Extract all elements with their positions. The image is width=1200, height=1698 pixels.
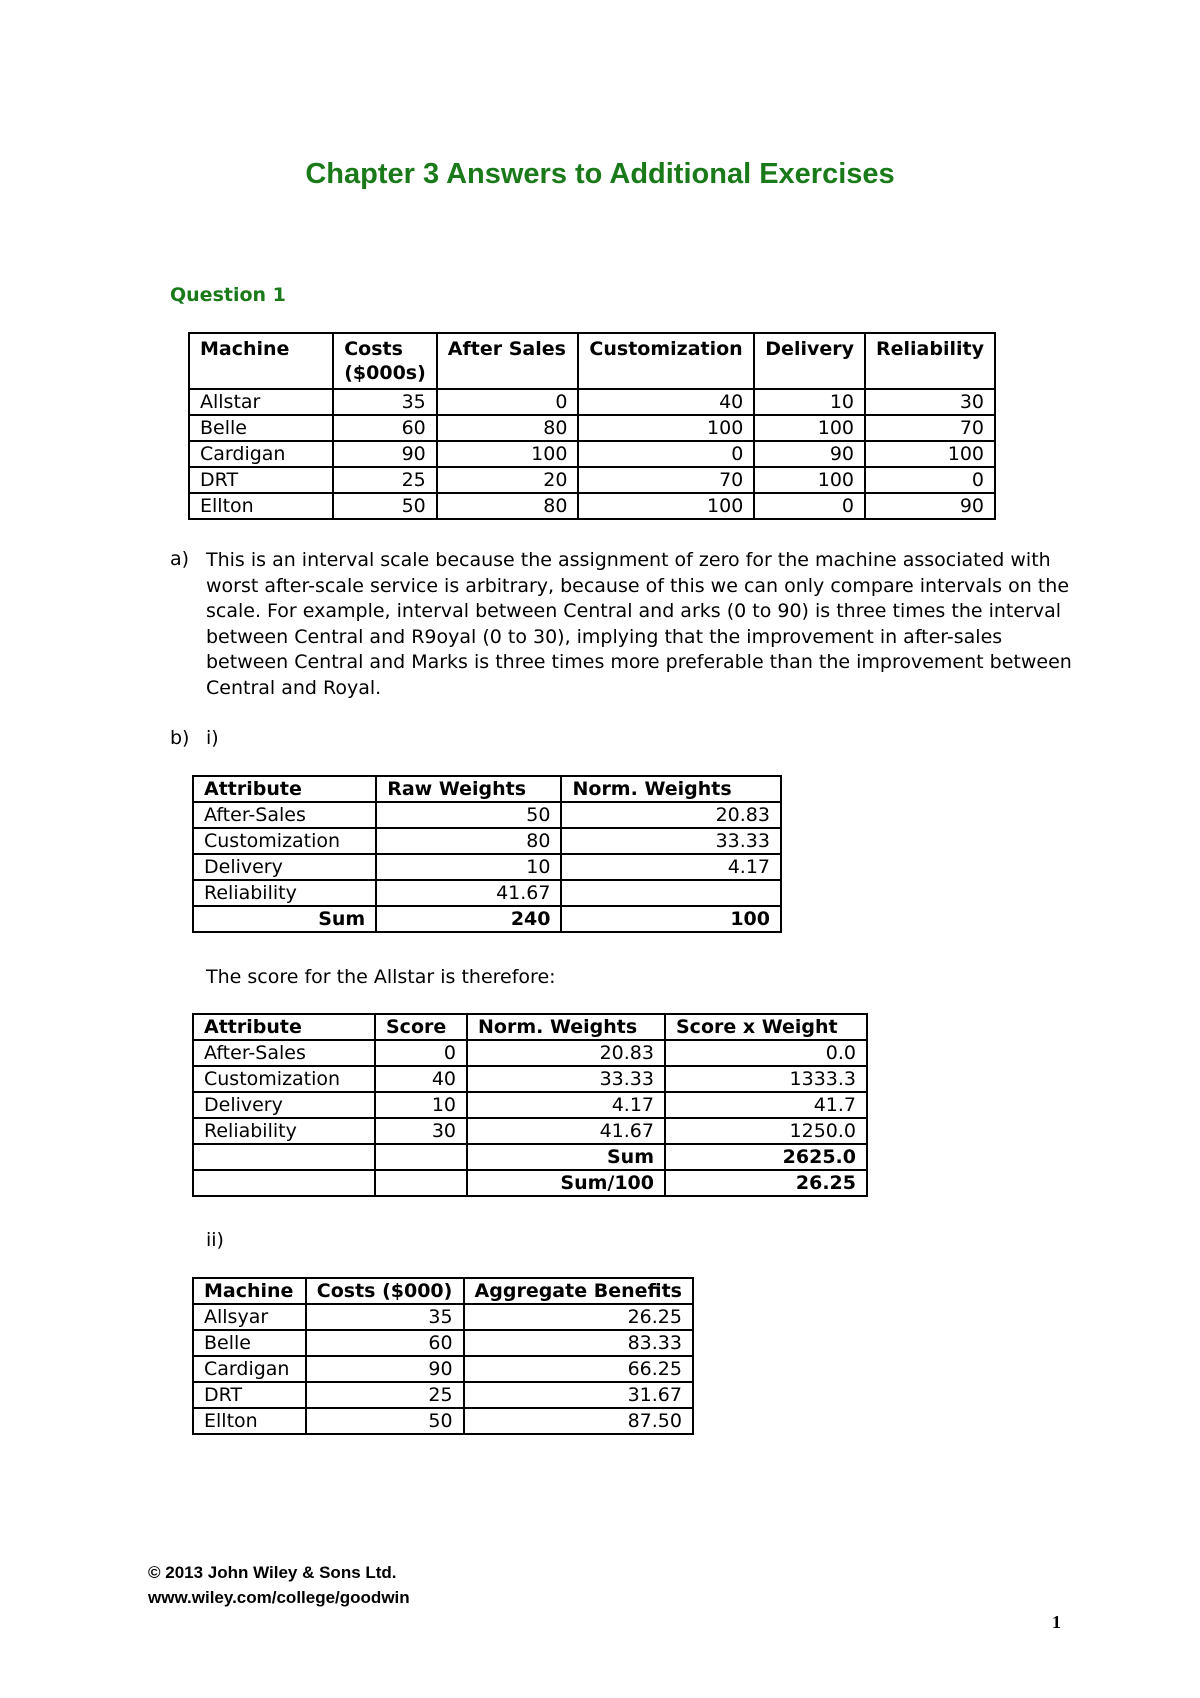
table-row	[193, 880, 781, 906]
cell: 1333.3	[665, 1066, 867, 1092]
cell: 30	[375, 1118, 467, 1144]
cell: 90	[333, 441, 437, 467]
table-row	[189, 415, 995, 441]
header-machine: Machine	[193, 1278, 306, 1304]
cell: Customization	[193, 1066, 375, 1092]
cell: 66.25	[464, 1356, 693, 1382]
table-row	[193, 1092, 867, 1118]
page-title: Chapter 3 Answers to Additional Exercises	[305, 158, 895, 190]
part-b-marker: b)	[170, 727, 190, 749]
header-after-sales: After Sales	[437, 333, 579, 389]
cell: 33.33	[561, 828, 781, 854]
cell: 40	[578, 389, 754, 415]
cell: 35	[306, 1304, 464, 1330]
sum-label: Sum	[193, 906, 376, 932]
header-machine: Machine	[189, 333, 333, 389]
header-attribute: Attribute	[193, 776, 376, 802]
cell: 60	[333, 415, 437, 441]
cell: After-Sales	[193, 1040, 375, 1066]
header-norm-weights: Norm. Weights	[561, 776, 781, 802]
table-row	[193, 1118, 867, 1144]
header-raw-weights: Raw Weights	[376, 776, 561, 802]
header-costs	[333, 333, 437, 389]
allstar-score-table	[192, 1013, 868, 1197]
machine-scores-table	[188, 332, 996, 520]
cell: Reliability	[193, 880, 376, 906]
table-row	[189, 467, 995, 493]
cell: 80	[437, 415, 579, 441]
cell: 41.7	[665, 1092, 867, 1118]
cell: 20.83	[467, 1040, 665, 1066]
cell: Ellton	[189, 493, 333, 519]
cell: Belle	[189, 415, 333, 441]
cell: 30	[865, 389, 995, 415]
cell: Allsyar	[193, 1304, 306, 1330]
cell: 100	[578, 415, 754, 441]
cell: Delivery	[193, 854, 376, 880]
cell: 31.67	[464, 1382, 693, 1408]
header-delivery: Delivery	[754, 333, 865, 389]
sum-label: Sum	[467, 1144, 665, 1170]
cell: 100	[865, 441, 995, 467]
table-header-row	[193, 1014, 867, 1040]
cell: 50	[333, 493, 437, 519]
table-row	[193, 1066, 867, 1092]
cell: 0	[578, 441, 754, 467]
table-row	[193, 1408, 693, 1434]
cell: Ellton	[193, 1408, 306, 1434]
cell: DRT	[193, 1382, 306, 1408]
header-score: Score	[375, 1014, 467, 1040]
header-attribute: Attribute	[193, 1014, 375, 1040]
cell: 4.17	[467, 1092, 665, 1118]
table-header-row	[189, 333, 995, 389]
sum100-value: 26.25	[665, 1170, 867, 1196]
cell: 50	[306, 1408, 464, 1434]
cell: 50	[376, 802, 561, 828]
table-row	[193, 854, 781, 880]
part-b-i-marker: i)	[206, 727, 219, 749]
cell: Cardigan	[193, 1356, 306, 1382]
table-row	[193, 1382, 693, 1408]
cell: 0	[754, 493, 865, 519]
cell: 0	[375, 1040, 467, 1066]
sum-norm: 100	[561, 906, 781, 932]
question-heading: Question 1	[170, 284, 286, 306]
header-norm-weights: Norm. Weights	[467, 1014, 665, 1040]
table-header-row	[193, 776, 781, 802]
cell: 0.0	[665, 1040, 867, 1066]
cell: 100	[437, 441, 579, 467]
cell: 4.17	[561, 854, 781, 880]
cell: DRT	[189, 467, 333, 493]
part-b-ii-marker: ii)	[206, 1229, 224, 1251]
allstar-intro: The score for the Allstar is therefore:	[206, 966, 556, 988]
cell: 80	[437, 493, 579, 519]
table-row	[193, 1356, 693, 1382]
weights-table	[192, 775, 782, 933]
header-aggregate-benefits: Aggregate Benefits	[464, 1278, 693, 1304]
sum-row	[193, 1144, 867, 1170]
cell: 40	[375, 1066, 467, 1092]
footer-url: www.wiley.com/college/goodwin	[148, 1588, 410, 1607]
header-reliability: Reliability	[865, 333, 995, 389]
cell: Reliability	[193, 1118, 375, 1144]
empty-cell	[375, 1144, 467, 1170]
footer	[148, 1560, 410, 1610]
cell: 70	[578, 467, 754, 493]
cell: Belle	[193, 1330, 306, 1356]
cell: 41.67	[467, 1118, 665, 1144]
table-row	[193, 1040, 867, 1066]
cell: 20	[437, 467, 579, 493]
table-row	[193, 828, 781, 854]
cell: 25	[333, 467, 437, 493]
table-row	[193, 1304, 693, 1330]
table-row	[189, 493, 995, 519]
cell: 1250.0	[665, 1118, 867, 1144]
sum-value: 2625.0	[665, 1144, 867, 1170]
cell: 0	[437, 389, 579, 415]
cell: 83.33	[464, 1330, 693, 1356]
table-row	[189, 441, 995, 467]
cell: After-Sales	[193, 802, 376, 828]
header-costs: Costs ($000)	[306, 1278, 464, 1304]
cell: 10	[375, 1092, 467, 1118]
cell: Cardigan	[189, 441, 333, 467]
copyright-text: © 2013 John Wiley & Sons Ltd.	[148, 1563, 397, 1582]
cell: 100	[754, 415, 865, 441]
sum-raw: 240	[376, 906, 561, 932]
table-row	[189, 389, 995, 415]
header-costs-label: Costs ($000s)	[344, 338, 426, 384]
cell: 100	[578, 493, 754, 519]
header-customization: Customization	[578, 333, 754, 389]
cell: 80	[376, 828, 561, 854]
page-number: 1	[1052, 1612, 1061, 1632]
cell: 20.83	[561, 802, 781, 828]
cell: 100	[754, 467, 865, 493]
cell: 10	[754, 389, 865, 415]
table-header-row	[193, 1278, 693, 1304]
header-score-x-weight: Score x Weight	[665, 1014, 867, 1040]
table-row	[193, 802, 781, 828]
cell: 70	[865, 415, 995, 441]
table-row	[193, 1330, 693, 1356]
part-a-text: This is an interval scale because the assignment of zero for the machine associated with worst after-scale service is arbitrary, because of this we can only compare intervals on the scale. For example, interval between Central and arks (0 to 90) is three times the interval between Central and R9oyal (0 to 30), implying that the improvement in after-sales between Central and Marks is three times more preferable than the improvement between Central and Royal.	[206, 549, 1072, 699]
cell: 10	[376, 854, 561, 880]
empty-cell	[375, 1170, 467, 1196]
sum100-row	[193, 1170, 867, 1196]
cell: 25	[306, 1382, 464, 1408]
sum100-label: Sum/100	[467, 1170, 665, 1196]
cell: 87.50	[464, 1408, 693, 1434]
cell: 41.67	[376, 880, 561, 906]
part-a-marker: a)	[170, 548, 190, 570]
cell: 60	[306, 1330, 464, 1356]
cell: Delivery	[193, 1092, 375, 1118]
cell: 33.33	[467, 1066, 665, 1092]
cell: 0	[865, 467, 995, 493]
cell: 90	[865, 493, 995, 519]
cell: 26.25	[464, 1304, 693, 1330]
cell: Customization	[193, 828, 376, 854]
cell: Allstar	[189, 389, 333, 415]
empty-cell	[193, 1144, 375, 1170]
cell	[561, 880, 781, 906]
cell: 90	[306, 1356, 464, 1382]
cell: 35	[333, 389, 437, 415]
empty-cell	[193, 1170, 375, 1196]
aggregate-benefits-table	[192, 1277, 694, 1435]
cell: 90	[754, 441, 865, 467]
sum-row	[193, 906, 781, 932]
